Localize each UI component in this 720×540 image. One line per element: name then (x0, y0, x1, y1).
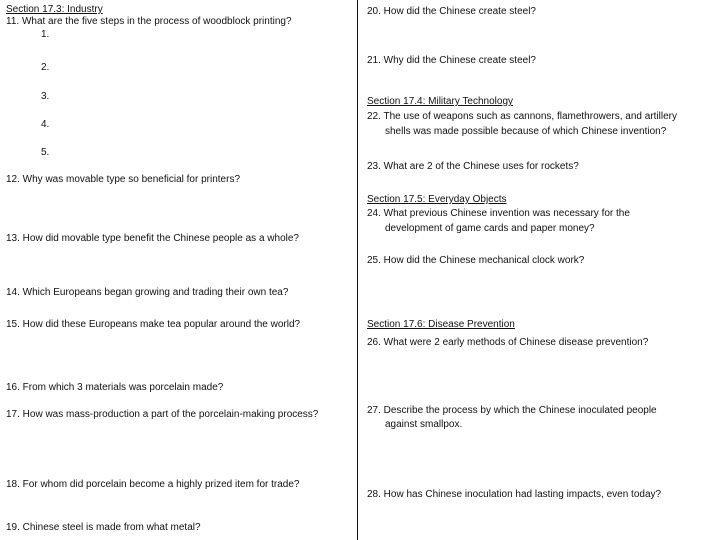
column-divider (357, 0, 358, 540)
step-4-label: 4. (41, 119, 50, 130)
question-28: 28. How has Chinese inoculation had lasting impacts, even today? (367, 489, 662, 500)
question-21: 21. Why did the Chinese create steel? (367, 55, 536, 66)
question-22-line-1: 22. The use of weapons such as cannons, flamethrowers, and artillery (367, 111, 677, 122)
step-2-label: 2. (41, 62, 50, 73)
question-26: 26. What were 2 early methods of Chinese disease prevention? (367, 337, 649, 348)
question-27-line-1: 27. Describe the process by which the Chinese inoculated people (367, 405, 657, 416)
section-17-6-title: Section 17.6: Disease Prevention (367, 319, 515, 330)
question-13: 13. How did movable type benefit the Chinese people as a whole? (6, 233, 299, 244)
question-12: 12. Why was movable type so beneficial for printers? (6, 174, 240, 185)
section-17-4-title: Section 17.4: Military Technology (367, 96, 514, 107)
section-17-5-title: Section 17.5: Everyday Objects (367, 194, 507, 205)
question-15: 15. How did these Europeans make tea popular around the world? (6, 319, 301, 330)
step-1-label: 1. (41, 29, 50, 40)
question-16: 16. From which 3 materials was porcelain made? (6, 382, 224, 393)
question-11: 11. What are the five steps in the process of woodblock printing? (6, 16, 292, 27)
question-27-line-2: against smallpox. (385, 419, 463, 430)
step-3-label: 3. (41, 91, 50, 102)
question-17: 17. How was mass-production a part of the porcelain-making process? (6, 409, 319, 420)
question-14: 14. Which Europeans began growing and trading their own tea? (6, 287, 289, 298)
question-19: 19. Chinese steel is made from what metal? (6, 522, 201, 533)
question-24-line-2: development of game cards and paper money? (385, 223, 595, 234)
question-25: 25. How did the Chinese mechanical clock work? (367, 255, 585, 266)
question-20: 20. How did the Chinese create steel? (367, 6, 536, 17)
question-18: 18. For whom did porcelain become a highly prized item for trade? (6, 479, 300, 490)
question-22-line-2: shells was made possible because of which Chinese invention? (385, 126, 667, 137)
question-23: 23. What are 2 of the Chinese uses for rockets? (367, 161, 579, 172)
question-24-line-1: 24. What previous Chinese invention was necessary for the (367, 208, 630, 219)
step-5-label: 5. (41, 147, 50, 158)
section-17-3-title: Section 17.3: Industry (6, 4, 103, 15)
